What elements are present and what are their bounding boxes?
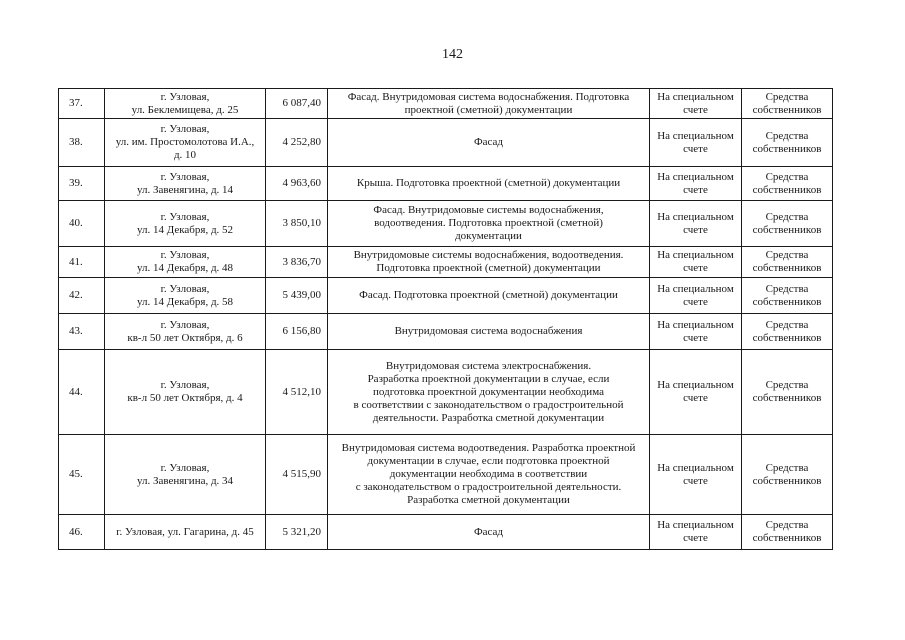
works-cell	[328, 278, 650, 314]
table-row	[59, 89, 833, 119]
table-row	[59, 201, 833, 247]
funding-source-cell	[742, 314, 833, 350]
funds-method-cell	[650, 247, 742, 278]
works-cell-line: Крыша. Подготовка проектной (сметной) документации	[356, 177, 621, 189]
works-cell-line: с законодательством о градостроительной деятельности.	[355, 481, 622, 493]
funds-method-cell-line: счете	[683, 183, 708, 196]
funds-method-cell-line: На специальном	[657, 318, 734, 331]
address-cell-line: ул. Завенягина, д. 34	[136, 474, 234, 487]
table-row	[59, 350, 833, 435]
funds-method-cell-line: На специальном	[657, 170, 734, 183]
funding-source-cell-line: собственников	[752, 103, 822, 116]
funds-method-cell-line: счете	[683, 295, 708, 308]
cost-cell: 4 512,10	[266, 350, 328, 435]
works-cell-line: деятельности. Разработка сметной документации	[372, 411, 605, 424]
works-cell-line: Внутридомовые системы водоснабжения, водоотведения.	[353, 249, 624, 261]
works-cell-line: Фасад. Подготовка проектной (сметной) документации	[359, 289, 618, 301]
cost-cell: 6 087,40	[266, 89, 328, 119]
funding-source-cell-line: Средства	[765, 129, 809, 142]
cost-cell: 3 836,70	[266, 247, 328, 278]
works-cell-line: Внутридомовая система водоотведения. Разработка проектной	[341, 442, 636, 454]
cost-cell: 3 850,10	[266, 201, 328, 247]
works-cell-line: Фасад. Внутридомовая система водоснабжения. Подготовка	[347, 90, 630, 103]
address-cell-line: ул. 14 Декабря, д. 48	[136, 262, 234, 274]
funds-method-cell-line: На специальном	[657, 461, 734, 474]
address-cell-line: д. 10	[173, 149, 197, 161]
funding-source-cell-line: собственников	[752, 262, 822, 274]
funding-source-cell	[742, 278, 833, 314]
cost-cell: 4 252,80	[266, 119, 328, 167]
table-row	[59, 247, 833, 278]
funds-method-cell	[650, 119, 742, 167]
funds-method-cell	[650, 167, 742, 201]
works-cell	[328, 515, 650, 550]
address-cell	[105, 167, 266, 201]
funds-method-cell-line: счете	[683, 392, 708, 404]
works-cell-line: проектной (сметной) документации	[404, 103, 573, 116]
row-number: 44.	[59, 350, 105, 435]
works-cell	[328, 247, 650, 278]
address-cell	[105, 515, 266, 550]
works-cell	[328, 314, 650, 350]
funds-method-cell-line: счете	[683, 331, 708, 344]
works-cell-line: Внутридомовая система электроснабжения.	[385, 359, 592, 372]
works-cell-line: документации необходима в соответствии	[389, 468, 588, 480]
funding-source-cell	[742, 89, 833, 119]
address-cell-line: г. Узловая,	[160, 282, 210, 295]
row-number: 46.	[59, 515, 105, 550]
address-cell-line: г. Узловая,	[160, 90, 210, 103]
funding-source-cell-line: Средства	[765, 210, 809, 223]
address-cell	[105, 201, 266, 247]
address-cell	[105, 247, 266, 278]
works-cell-line: водоотведения. Подготовка проектной (сметной)	[374, 217, 603, 229]
funds-method-cell-line: На специальном	[657, 129, 734, 142]
works-cell	[328, 119, 650, 167]
funding-source-cell	[742, 247, 833, 278]
table-row	[59, 167, 833, 201]
funds-method-cell-line: На специальном	[657, 90, 734, 103]
address-cell-line: ул. им. Простомолотова И.А.,	[115, 136, 255, 148]
works-cell	[328, 435, 650, 515]
address-cell-line: г. Узловая, ул. Гагарина, д. 45	[116, 525, 254, 538]
funding-source-cell-line: Средства	[765, 90, 809, 103]
address-cell	[105, 89, 266, 119]
row-number: 45.	[59, 435, 105, 515]
funds-method-cell-line: На специальном	[657, 379, 734, 391]
works-cell	[328, 201, 650, 247]
funding-source-cell-line: Средства	[765, 170, 809, 183]
funding-source-cell	[742, 167, 833, 201]
cost-cell: 5 321,20	[266, 515, 328, 550]
works-cell-line: Разработка проектной документации в случае, если	[367, 372, 610, 385]
works-cell-line: Подготовка проектной (сметной) документации	[376, 262, 601, 274]
address-cell	[105, 119, 266, 167]
funding-source-cell-line: собственников	[752, 392, 822, 404]
works-cell	[328, 89, 650, 119]
funds-method-cell	[650, 515, 742, 550]
funds-method-cell-line: На специальном	[657, 519, 734, 531]
funding-source-cell-line: Средства	[765, 249, 809, 261]
funds-method-cell	[650, 435, 742, 515]
funds-method-cell-line: счете	[683, 142, 708, 155]
funding-source-cell	[742, 350, 833, 435]
funding-source-cell-line: Средства	[765, 379, 809, 391]
row-number: 37.	[59, 89, 105, 119]
row-number: 39.	[59, 167, 105, 201]
funds-method-cell-line: На специальном	[657, 210, 734, 223]
funds-method-cell	[650, 278, 742, 314]
funds-method-cell-line: счете	[683, 532, 708, 544]
address-cell-line: кв-л 50 лет Октября, д. 6	[127, 331, 243, 344]
table-row	[59, 119, 833, 167]
address-cell	[105, 278, 266, 314]
funds-method-cell-line: счете	[683, 474, 708, 487]
address-cell-line: ул. 14 Декабря, д. 58	[136, 295, 234, 308]
address-cell	[105, 350, 266, 435]
funds-method-cell-line: На специальном	[657, 282, 734, 295]
address-cell-line: ул. Завенягина, д. 14	[136, 183, 234, 196]
funding-source-cell	[742, 435, 833, 515]
table-row	[59, 435, 833, 515]
table-row	[59, 278, 833, 314]
works-cell-line: Фасад	[473, 525, 504, 538]
works-cell-line: Внутридомовая система водоснабжения	[394, 325, 583, 337]
page-number: 142	[442, 47, 463, 62]
works-cell-line: документации в случае, если подготовка проектной	[367, 455, 610, 467]
works-cell-line: подготовка проектной документации необходима	[373, 385, 604, 398]
funds-method-cell	[650, 314, 742, 350]
address-cell-line: кв-л 50 лет Октября, д. 4	[127, 392, 243, 404]
address-cell-line: г. Узловая,	[160, 461, 210, 474]
funding-source-cell-line: собственников	[752, 183, 822, 196]
address-cell	[105, 314, 266, 350]
funding-source-cell-line: собственников	[752, 331, 822, 344]
works-cell-line: Фасад	[473, 136, 504, 148]
funding-source-cell-line: собственников	[752, 474, 822, 487]
funds-method-cell-line: счете	[683, 223, 708, 236]
works-cell	[328, 167, 650, 201]
works-cell-line: Разработка сметной документации	[407, 494, 570, 506]
table-row	[59, 515, 833, 550]
funding-source-cell-line: Средства	[765, 318, 809, 331]
address-cell	[105, 435, 266, 515]
funds-method-cell	[650, 201, 742, 247]
address-cell-line: г. Узловая,	[160, 379, 210, 391]
address-cell-line: г. Узловая,	[160, 249, 210, 261]
cost-cell: 6 156,80	[266, 314, 328, 350]
row-number: 40.	[59, 201, 105, 247]
cost-cell: 5 439,00	[266, 278, 328, 314]
funding-source-cell-line: собственников	[752, 532, 822, 544]
address-cell-line: ул. 14 Декабря, д. 52	[136, 223, 234, 236]
address-cell-line: ул. Беклемищева, д. 25	[131, 103, 239, 116]
row-number: 38.	[59, 119, 105, 167]
works-cell	[328, 350, 650, 435]
funds-method-cell-line: На специальном	[657, 249, 734, 261]
funds-method-cell	[650, 89, 742, 119]
funding-source-cell-line: собственников	[752, 142, 822, 155]
cost-cell: 4 963,60	[266, 167, 328, 201]
repair-program-table	[58, 88, 833, 550]
works-cell-line: документации	[455, 230, 522, 242]
funding-source-cell	[742, 119, 833, 167]
funding-source-cell-line: Средства	[765, 519, 809, 531]
funds-method-cell-line: счете	[683, 262, 708, 274]
funds-method-cell-line: счете	[683, 103, 708, 116]
funding-source-cell	[742, 515, 833, 550]
funding-source-cell-line: Средства	[765, 282, 809, 295]
funding-source-cell-line: Средства	[765, 461, 809, 474]
address-cell-line: г. Узловая,	[160, 318, 210, 331]
row-number: 42.	[59, 278, 105, 314]
address-cell-line: г. Узловая,	[160, 123, 210, 135]
funding-source-cell-line: собственников	[752, 295, 822, 308]
address-cell-line: г. Узловая,	[160, 210, 210, 223]
address-cell-line: г. Узловая,	[160, 170, 210, 183]
funds-method-cell	[650, 350, 742, 435]
cost-cell: 4 515,90	[266, 435, 328, 515]
funding-source-cell	[742, 201, 833, 247]
table-row	[59, 314, 833, 350]
works-cell-line: в соответствии с законодательством о градостроительной	[353, 398, 624, 411]
works-cell-line: Фасад. Внутридомовые системы водоснабжения,	[373, 204, 604, 216]
row-number: 41.	[59, 247, 105, 278]
funding-source-cell-line: собственников	[752, 223, 822, 236]
row-number: 43.	[59, 314, 105, 350]
